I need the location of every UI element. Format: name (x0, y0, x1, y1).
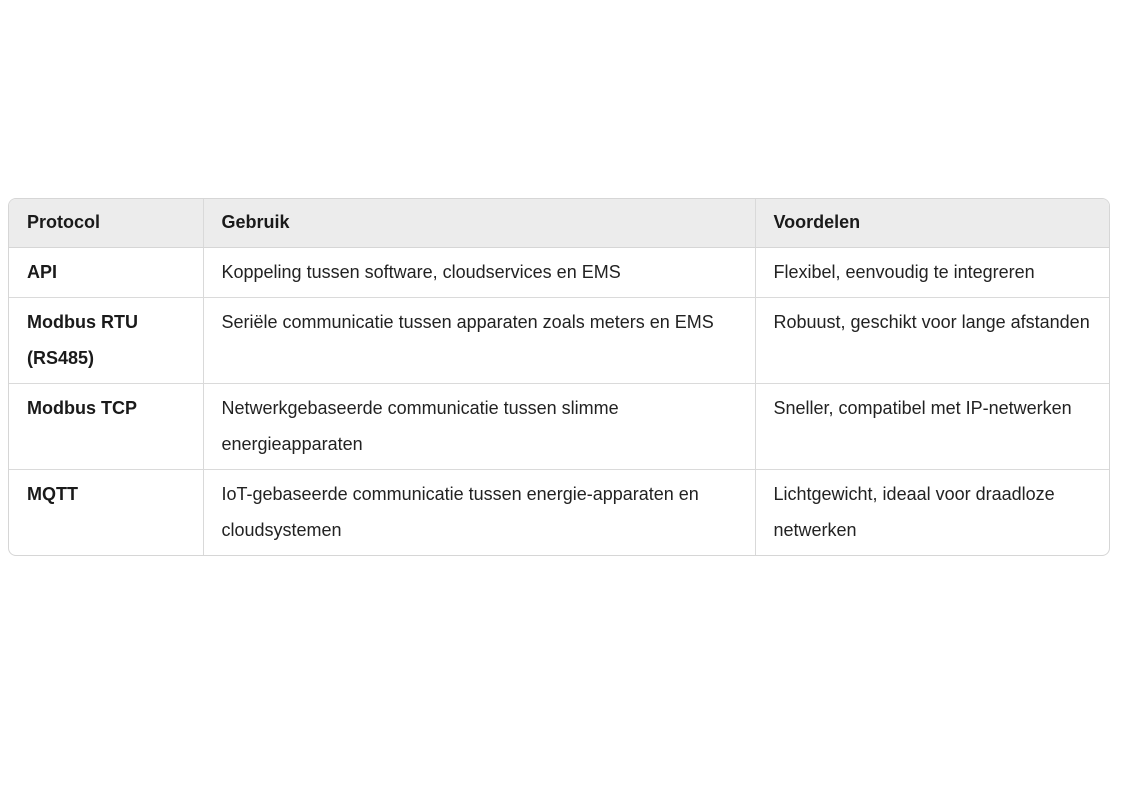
table-body (9, 247, 1109, 555)
cell-voordelen: Lichtgewicht, ideaal voor draadloze netwerken (773, 483, 1055, 540)
table-row (9, 247, 1109, 297)
cell-protocol: MQTT (9, 469, 203, 555)
protocol-table (9, 199, 1109, 555)
cell-gebruik: Netwerkgebaseerde communicatie tussen slimme energieapparaten (203, 383, 755, 469)
table-header (9, 199, 1109, 247)
protocol-table-container (8, 198, 1110, 556)
cell-gebruik: Koppeling tussen software, cloudservices en EMS (203, 247, 755, 297)
cell-gebruik: IoT-gebaseerde communicatie tussen energie-apparaten en cloudsystemen (203, 469, 755, 555)
header-protocol: Protocol (9, 199, 203, 247)
table-header-row (9, 199, 1109, 247)
cell-protocol: API (9, 247, 203, 297)
header-voordelen: Voordelen (755, 199, 1109, 247)
cell-gebruik: Seriële communicatie tussen apparaten zoals meters en EMS (203, 297, 755, 383)
table-row (9, 469, 1109, 555)
table-row (9, 383, 1109, 469)
cell-voordelen: Sneller, compatibel met IP-netwerken (755, 383, 1109, 469)
cell-voordelen: Robuust, geschikt voor lange afstanden (755, 297, 1109, 383)
cell-protocol: Modbus RTU (RS485) (9, 297, 203, 383)
cell-protocol: Modbus TCP (9, 383, 203, 469)
header-gebruik: Gebruik (203, 199, 755, 247)
cell-voordelen: Flexibel, eenvoudig te integreren (755, 247, 1109, 297)
table-row (9, 297, 1109, 383)
